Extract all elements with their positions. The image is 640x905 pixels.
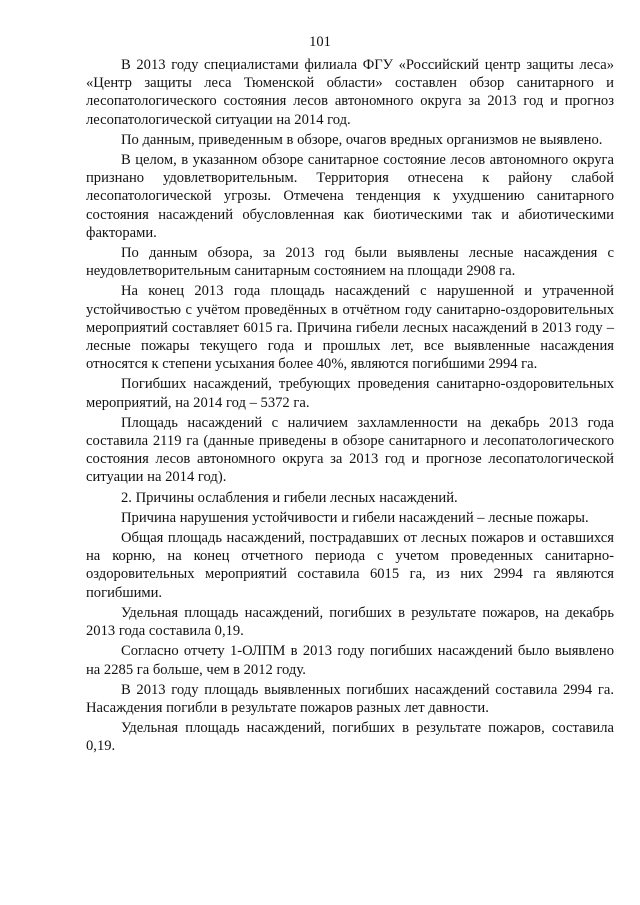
paragraph-olpm-report: Согласно отчету 1-ОЛПМ в 2013 году погибших насаждений было выявлено на 2285 га больше, чем в 2012 году. xyxy=(86,643,614,678)
paragraph-dead-stands-2014: Погибших насаждений, требующих проведения санитарно-оздоровительных мероприятий, на 2014 год – 5372 га. xyxy=(86,376,614,411)
paragraph-fire-affected-area: Общая площадь насаждений, пострадавших от лесных пожаров и оставшихся на корню, на конец отчетного периода с учетом проведенных санитарно-оздоровительных мероприятий составила 6015 га, из них 2994 га являются погибшими. xyxy=(86,530,614,601)
paragraph-specific-area-total: Удельная площадь насаждений, погибших в результате пожаров, составила 0,19. xyxy=(86,720,614,755)
paragraph-specific-area-december: Удельная площадь насаждений, погибших в результате пожаров, на декабрь 2013 года составила 0,19. xyxy=(86,604,614,640)
paragraph-cause-fires: Причина нарушения устойчивости и гибели насаждений – лесные пожары. xyxy=(121,509,589,526)
paragraph-review-overview: В 2013 году специалистами филиала ФГУ «Российский центр защиты леса» «Центр защиты леса Тюменской области» составлен обзор санитарного и лесопатологического состояния лесов автономного округа за 2013 год и прогноз лесопатологической ситуации на 2014 год. xyxy=(86,57,614,128)
paragraph-dead-area-2013: В 2013 году площадь выявленных погибших насаждений составила 2994 га. Насаждения погибли в результате пожаров разных лет давности. xyxy=(86,681,614,716)
paragraph-no-pests: По данным, приведенным в обзоре, очагов вредных организмов не выявлено. xyxy=(121,131,603,148)
paragraph-clutter-area: Площадь насаждений с наличием захламленности на декабрь 2013 года составила 2119 га (данные приведены в обзоре санитарного и лесопатологического состояния лесов автономного округа за 2013 год и прогнозе лесопатологической ситуации на 2014 год). xyxy=(86,414,614,486)
page-number: 101 xyxy=(309,34,331,50)
paragraph-unsatisfactory-area: По данным обзора, за 2013 год были выявлены лесные насаждения с неудовлетворительным санитарным состоянием на площади 2908 га. xyxy=(86,245,614,280)
document-body xyxy=(86,56,614,758)
paragraph-disturbed-stands: На конец 2013 года площадь насаждений с нарушенной и утраченной устойчивостью с учётом проведённых в отчётном году санитарно-оздоровительных мероприятий составляет 6015 га. Причина гибели лесных насаждений в 2013 году – лесные пожары текущего года и прошлых лет, все выявленные насаждения относятся к степени усыхания более 40%, являются погибшими 2994 га. xyxy=(86,283,614,373)
section-heading-causes: 2. Причины ослабления и гибели лесных насаждений. xyxy=(121,489,458,506)
paragraph-sanitary-state: В целом, в указанном обзоре санитарное состояние лесов автономного округа признано удовлетворительным. Территория отнесена к району слабой лесопатологической угрозы. Отмечена тенденция к ухудшению санитарного состояния насаждений обусловленная как биотическими так и абиотическими факторами. xyxy=(86,152,614,241)
